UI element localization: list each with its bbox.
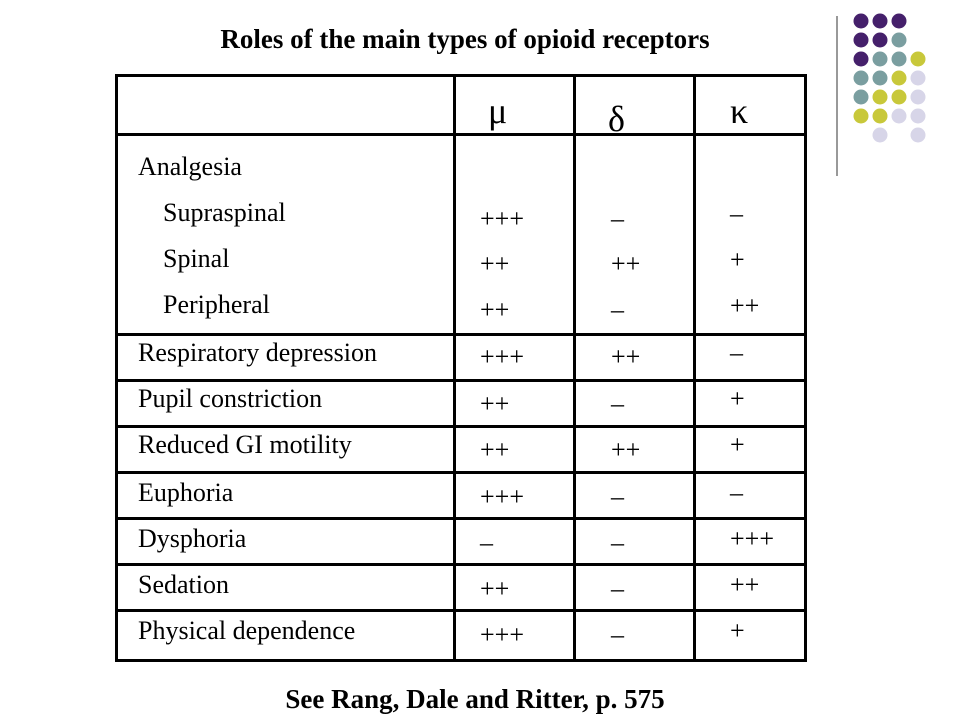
- row-divider: [118, 425, 804, 428]
- cell-delta: –: [611, 482, 624, 511]
- row-divider: [118, 517, 804, 520]
- cell-mu: +++: [480, 482, 524, 511]
- decorative-dot: [854, 90, 869, 105]
- header-delta: δ: [608, 99, 625, 139]
- decorative-dot: [892, 90, 907, 105]
- cell-delta: –: [611, 389, 624, 418]
- cell-mu: –: [480, 528, 493, 557]
- column-divider: [453, 77, 456, 659]
- row-label-reduced-gi-motility: Reduced GI motility: [138, 430, 352, 459]
- row-divider: [118, 471, 804, 474]
- column-divider: [693, 77, 696, 659]
- cell-kappa: –: [730, 478, 743, 507]
- cell-kappa: +: [730, 384, 745, 413]
- cell-delta: –: [611, 574, 624, 603]
- row-label-sedation: Sedation: [138, 570, 229, 599]
- row-label-respiratory-depression: Respiratory depression: [138, 338, 378, 367]
- row-label-pupil-constriction: Pupil constriction: [138, 384, 323, 413]
- cell-delta: –: [611, 295, 624, 324]
- cell-kappa: –: [730, 338, 743, 367]
- cell-mu: ++: [480, 574, 510, 603]
- cell-mu: ++: [480, 249, 510, 278]
- cell-mu: ++: [480, 295, 510, 324]
- receptor-table: [115, 74, 807, 662]
- cell-kappa: +: [730, 430, 745, 459]
- title-text: Roles of the main types of opioid receptors: [220, 24, 710, 54]
- row-label-spinal: Spinal: [163, 244, 230, 273]
- row-divider: [118, 379, 804, 382]
- decorative-dot: [873, 90, 888, 105]
- cell-kappa: ++: [730, 291, 760, 320]
- row-label-euphoria: Euphoria: [138, 478, 234, 507]
- decorative-dot: [911, 109, 926, 124]
- column-divider: [573, 77, 576, 659]
- cell-kappa: ++: [730, 570, 760, 599]
- row-label-supraspinal: Supraspinal: [163, 198, 286, 227]
- row-divider: [118, 609, 804, 612]
- footer-text: See Rang, Dale and Ritter, p. 575: [285, 684, 665, 714]
- row-label-analgesia: Analgesia: [138, 152, 242, 181]
- decorative-dot: [911, 128, 926, 143]
- cell-delta: ++: [611, 435, 641, 464]
- cell-delta: ++: [611, 342, 641, 371]
- decorative-dot: [873, 71, 888, 86]
- cell-delta: –: [611, 204, 624, 233]
- cell-kappa: +: [730, 245, 745, 274]
- cell-kappa: +: [730, 616, 745, 645]
- decorative-dot: [854, 109, 869, 124]
- decorative-dot: [911, 90, 926, 105]
- cell-kappa: –: [730, 199, 743, 228]
- cell-mu: +++: [480, 342, 524, 371]
- decorative-dot: [911, 71, 926, 86]
- reference-footer: [0, 684, 960, 715]
- page-title: [0, 24, 960, 55]
- header-kappa: κ: [730, 91, 749, 131]
- row-divider: [118, 133, 804, 136]
- row-divider: [118, 563, 804, 566]
- decorative-dot: [873, 128, 888, 143]
- row-label-physical-dependence: Physical dependence: [138, 616, 356, 645]
- decorative-dot: [854, 71, 869, 86]
- row-divider: [118, 333, 804, 336]
- cell-delta: ++: [611, 249, 641, 278]
- row-label-dysphoria: Dysphoria: [138, 524, 247, 553]
- row-label-peripheral: Peripheral: [163, 290, 270, 319]
- cell-mu: +++: [480, 620, 524, 649]
- decorative-dot: [892, 71, 907, 86]
- decorative-dot: [892, 109, 907, 124]
- cell-mu: +++: [480, 204, 524, 233]
- cell-delta: –: [611, 528, 624, 557]
- cell-mu: ++: [480, 389, 510, 418]
- header-mu: μ: [488, 91, 508, 131]
- cell-kappa: +++: [730, 524, 774, 553]
- decorative-dot: [873, 109, 888, 124]
- cell-delta: –: [611, 620, 624, 649]
- cell-mu: ++: [480, 435, 510, 464]
